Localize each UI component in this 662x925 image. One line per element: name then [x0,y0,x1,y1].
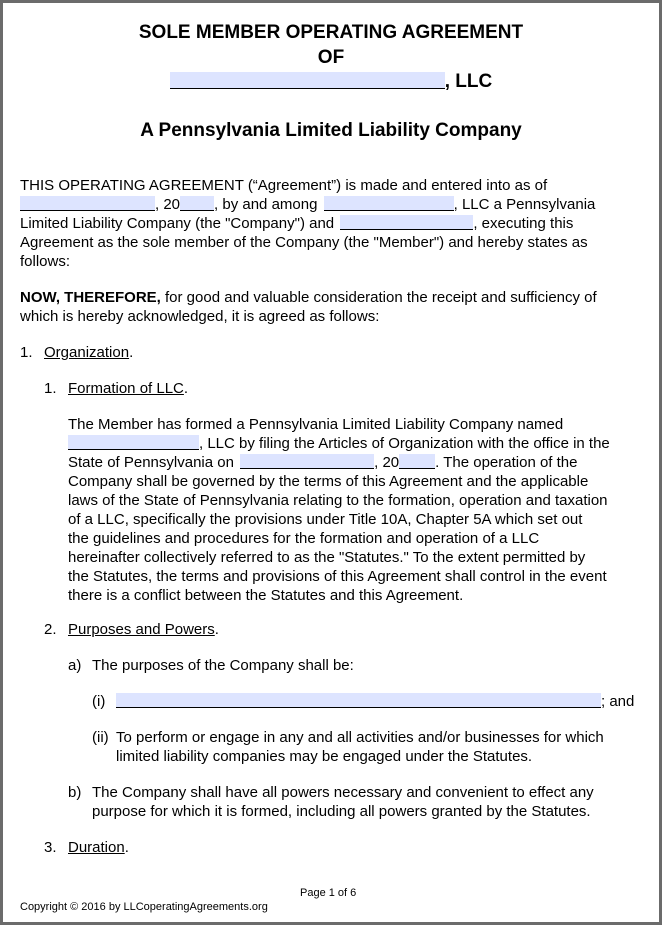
purposes-a-label: a) [68,657,82,674]
doc-title: SOLE MEMBER OPERATING AGREEMENT [138,22,524,43]
agreement-date-field[interactable] [20,196,155,211]
doc-subtitle: A Pennsylvania Limited Liability Company [140,120,522,141]
formation-line-1: The Member has formed a Pennsylvania Limited Liability Company named [68,416,564,433]
intro-line-4: Agreement as the sole member of the Company (the "Member") and hereby states as [20,234,588,251]
powers-b-label: b) [68,784,82,801]
filing-date-field[interactable] [240,454,374,469]
document-page [3,3,659,922]
intro-line-2: , 20 , by and among , LLC a Pennsylvania [20,196,595,214]
intro-line-3: Limited Liability Company (the "Company") and , executing this [20,215,574,232]
member-name-field[interactable] [340,215,473,230]
intro-line-1: THIS OPERATING AGREEMENT (“Agreement”) is made and entered into as of [20,177,548,194]
purpose-ii-line-1: To perform or engage in any and all activities and/or businesses for which [116,729,604,746]
subsection-3-number: 3. [44,839,57,856]
formation-llc-name-field[interactable] [68,435,199,450]
copyright-notice: Copyright © 2016 by LLCoperatingAgreements.org [20,901,268,913]
purpose-i-label: (i) [92,693,106,710]
page-number: Page 1 of 6 [300,887,357,899]
llc-name-field[interactable] [170,72,445,89]
intro-line-5: follows: [20,253,71,270]
section-1-heading: Organization. [44,344,134,361]
formation-line-5: laws of the State of Pennsylvania relating to the formation, operation and taxation [68,492,608,509]
subsection-2-number: 2. [44,621,57,638]
subsection-1-number: 1. [44,380,57,397]
subsection-3-heading: Duration. [68,839,129,856]
filing-year-field[interactable] [399,454,435,469]
purpose-i-line: ; and [116,693,634,711]
company-name-field[interactable] [324,196,454,211]
subsection-1-heading: Formation of LLC. [68,380,189,397]
llc-name-line: , LLC [3,71,659,93]
section-1-number: 1. [20,344,33,361]
formation-line-4: Company shall be governed by the terms of this Agreement and the applicable [68,473,589,490]
formation-line-9: the Statutes, the terms and provisions of this Agreement shall control in the event [68,568,607,585]
formation-line-2: , LLC by filing the Articles of Organization with the office in the [68,435,610,453]
agreement-year-field[interactable] [180,196,214,211]
formation-line-10: there is a conflict between the Statutes and this Agreement. [68,587,464,604]
powers-b-line-2: purpose for which it is formed, including all powers granted by the Statutes. [92,803,591,820]
formation-line-7: the guidelines and procedures for the formation and operation of a LLC [68,530,540,547]
now-therefore-line-1: NOW, THEREFORE, for good and valuable consideration the receipt and sufficiency of [20,289,597,306]
doc-title-of: OF [317,47,345,68]
purpose-field[interactable] [116,693,601,708]
powers-b-line-1: The Company shall have all powers necessary and convenient to effect any [92,784,594,801]
formation-line-6: of a LLC, specifically the provisions under Title 10A, Chapter 5A which set out [68,511,583,528]
formation-line-3: State of Pennsylvania on , 20 . The operation of the [68,454,578,471]
purpose-ii-label: (ii) [92,729,109,746]
now-therefore-line-2: which is hereby acknowledged, it is agreed as follows: [20,308,380,325]
purpose-ii-line-2: limited liability companies may be engaged under the Statutes. [116,748,533,765]
subsection-2-heading: Purposes and Powers. [68,621,219,638]
purposes-a-text: The purposes of the Company shall be: [92,657,354,674]
formation-line-8: hereinafter collectively referred to as the "Statutes." To the extent permitted by [68,549,586,566]
